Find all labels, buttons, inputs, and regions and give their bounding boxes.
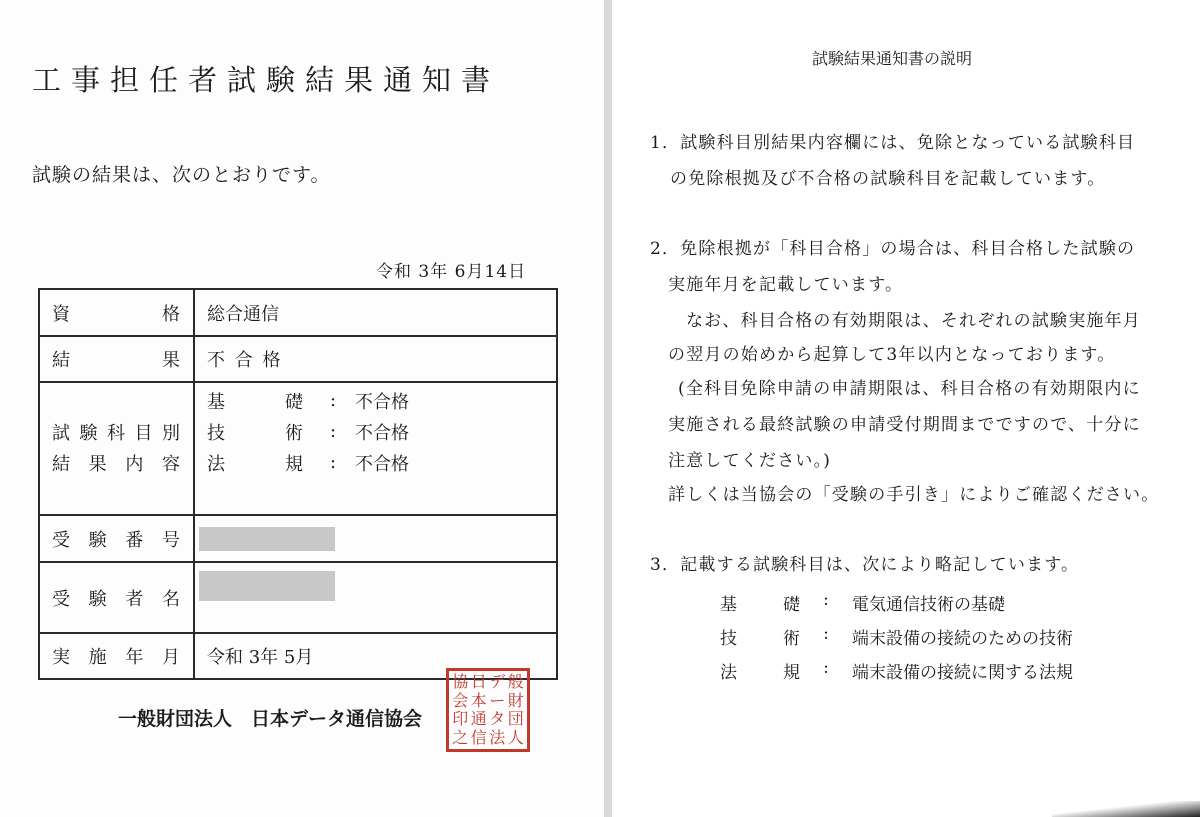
seal-glyph: 之 bbox=[452, 727, 469, 747]
seal-glyph: 団 bbox=[507, 709, 524, 729]
subject-name: 基礎 bbox=[207, 391, 303, 413]
exam-date-value: 令和 3年 5月 bbox=[194, 633, 557, 679]
subjects-label-line-2: 結果内容 bbox=[52, 453, 181, 475]
qualification-value: 総合通信 bbox=[194, 289, 557, 336]
abbreviation-description: 端末設備の接続のための技術 bbox=[852, 629, 1073, 649]
subject-row bbox=[207, 416, 544, 447]
abbreviation-description: 電気通信技術の基礎 bbox=[852, 595, 1005, 615]
seal-glyph: 通 bbox=[470, 709, 487, 729]
paragraph-2-line-3: なお、科目合格の有効期限は、それぞれの試験実施年月 bbox=[686, 311, 1141, 331]
exam-date-label: 実施年月 bbox=[39, 633, 194, 679]
table-row bbox=[39, 289, 557, 336]
abbreviation-name: 技術 bbox=[720, 629, 800, 649]
table-row bbox=[39, 382, 557, 515]
paragraph-2-line-8: 詳しくは当協会の「受験の手引き」によりご確認ください。 bbox=[668, 485, 1160, 505]
explanation-page bbox=[612, 0, 1200, 817]
issue-date: 令和 3年 6月14日 bbox=[376, 262, 527, 282]
examinee-value bbox=[194, 562, 557, 633]
paragraph-1-line-1: 1．試験科目別結果内容欄には、免除となっている試験科目 bbox=[650, 133, 1136, 153]
abbreviation-name: 基礎 bbox=[720, 595, 800, 615]
exam-number-label: 受験番号 bbox=[39, 515, 194, 562]
seal-glyph: 般 bbox=[507, 672, 524, 692]
seal-glyph: タ bbox=[489, 709, 506, 729]
abbreviation-separator: : bbox=[823, 590, 829, 610]
abbreviation-separator: : bbox=[823, 658, 829, 678]
table-row bbox=[39, 562, 557, 633]
subject-name: 技術 bbox=[207, 422, 303, 444]
subjects-label bbox=[39, 382, 194, 515]
abbreviation-row bbox=[720, 590, 1005, 615]
issuer-name: 一般財団法人 日本データ通信協会 bbox=[118, 708, 423, 730]
subject-result: 不合格 bbox=[355, 422, 409, 444]
result-table bbox=[38, 288, 558, 680]
seal-glyph: 法 bbox=[489, 727, 506, 747]
qualification-label: 資格 bbox=[39, 289, 194, 336]
abbreviation-row bbox=[720, 624, 1073, 649]
seal-glyph: 本 bbox=[470, 690, 487, 710]
table-row bbox=[39, 336, 557, 382]
paragraph-2-line-6: 実施される最終試験の申請受付期間までですので、十分に bbox=[668, 415, 1141, 435]
seal-glyph: 信 bbox=[470, 727, 487, 747]
document-title: 工事担任者試験結果通知書 bbox=[32, 63, 501, 97]
abbreviation-name: 法規 bbox=[720, 663, 800, 683]
subject-result: 不合格 bbox=[355, 453, 409, 475]
seal-glyph: 日 bbox=[470, 672, 487, 692]
paragraph-2-line-7: 注意してください。) bbox=[668, 451, 832, 471]
subject-separator: : bbox=[329, 421, 337, 442]
paragraph-2-line-5: (全科目免除申請の申請期限は、科目合格の有効期限内に bbox=[678, 379, 1141, 399]
paragraph-3-line-1: 3．記載する試験科目は、次により略記しています。 bbox=[650, 555, 1080, 575]
paragraph-1-line-2: の免除根拠及び不合格の試験科目を記載しています。 bbox=[670, 169, 1106, 189]
abbreviation-separator: : bbox=[823, 624, 829, 644]
seal-glyph: 財 bbox=[507, 690, 524, 710]
redacted-exam-number bbox=[199, 527, 335, 551]
subject-separator: : bbox=[329, 452, 337, 473]
abbreviation-description: 端末設備の接続に関する法規 bbox=[852, 663, 1073, 683]
exam-number-value bbox=[194, 515, 557, 562]
seal-glyph: ー bbox=[489, 690, 506, 710]
subjects-value bbox=[194, 382, 557, 515]
subjects-label-line-1: 試験科目別 bbox=[52, 422, 181, 444]
paragraph-2-line-1: 2．免除根拠が「科目合格」の場合は、科目合格した試験の bbox=[650, 239, 1136, 259]
subject-result: 不合格 bbox=[355, 391, 409, 413]
abbreviation-row bbox=[720, 658, 1073, 683]
subject-name: 法規 bbox=[207, 453, 303, 475]
result-value: 不 合 格 bbox=[194, 336, 557, 382]
page-shadow bbox=[1052, 801, 1200, 817]
table-row bbox=[39, 515, 557, 562]
subject-separator: : bbox=[329, 390, 337, 411]
explanation-title: 試験結果通知書の説明 bbox=[812, 49, 973, 68]
paragraph-2-line-4: の翌月の始めから起算して3年以内となっております。 bbox=[668, 345, 1116, 365]
seal-glyph: 協 bbox=[452, 672, 469, 692]
examinee-label: 受験者名 bbox=[39, 562, 194, 633]
seal-glyph: 人 bbox=[507, 727, 524, 747]
seal-glyph: 会 bbox=[452, 690, 469, 710]
redacted-examinee-name bbox=[199, 571, 335, 601]
seal-glyph: デ bbox=[489, 672, 506, 692]
paragraph-2-line-2: 実施年月を記載しています。 bbox=[668, 275, 904, 295]
official-seal bbox=[446, 668, 530, 752]
subject-row bbox=[207, 385, 544, 416]
result-label: 結果 bbox=[39, 336, 194, 382]
seal-glyph: 印 bbox=[452, 709, 469, 729]
subject-row bbox=[207, 447, 544, 478]
lead-text: 試験の結果は、次のとおりです。 bbox=[32, 164, 331, 186]
